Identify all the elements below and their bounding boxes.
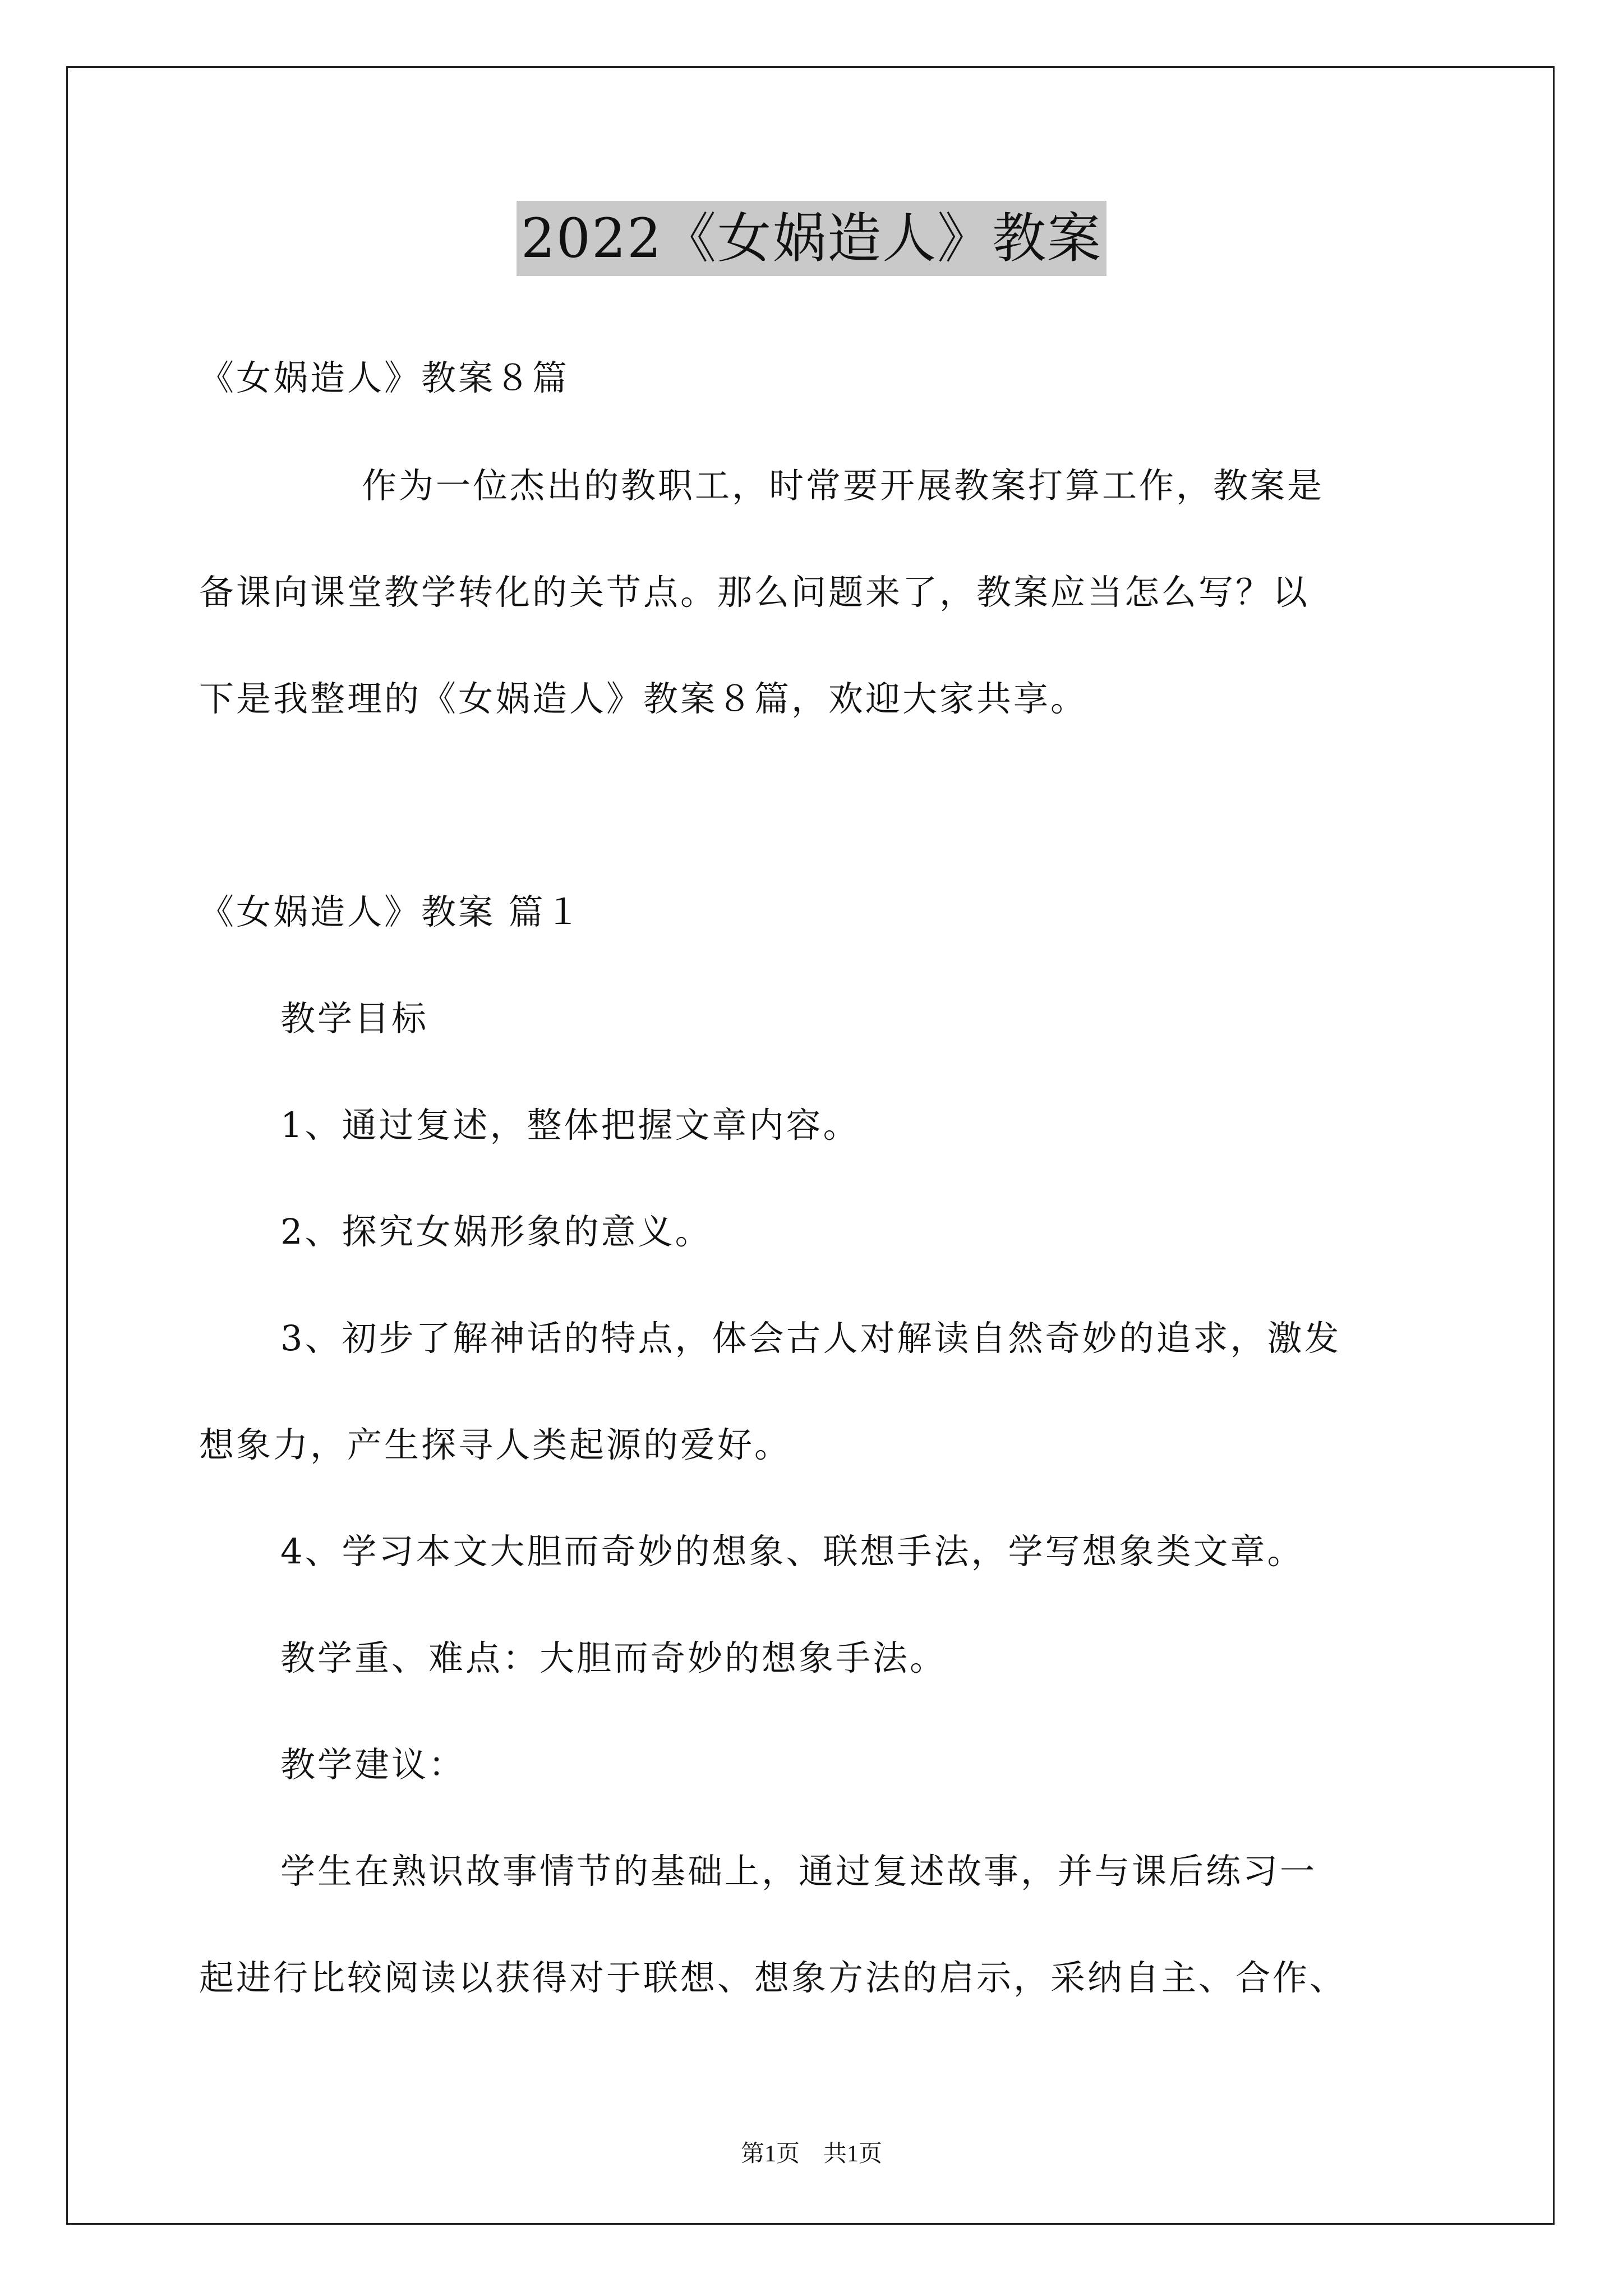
objectives-heading: 教学目标: [280, 998, 429, 1039]
document-title: 2022《女娲造人》教案: [517, 201, 1106, 276]
title-container: [0, 201, 1623, 276]
objective-item-3-cont: 想象力，产生探寻人类起源的爱好。: [199, 1424, 792, 1465]
intro-line-3: 下是我整理的《女娲造人》教案８篇，欢迎大家共享。: [199, 678, 1088, 719]
intro-line-1: 作为一位杰出的教职工，时常要开展教案打算工作，教案是: [362, 465, 1325, 506]
objective-item-4: 4、学习本文大胆而奇妙的想象、联想手法，学写想象类文章。: [280, 1531, 1304, 1572]
document-subtitle: 《女娲造人》教案８篇: [199, 357, 570, 398]
objective-item-2: 2、探究女娲形象的意义。: [280, 1211, 712, 1252]
section-heading: 《女娲造人》教案 篇１: [199, 891, 583, 932]
suggestion-line-2: 起进行比较阅读以获得对于联想、想象方法的启示，采纳自主、合作、: [199, 1957, 1347, 1998]
suggestion-heading: 教学建议：: [280, 1744, 466, 1785]
intro-line-2: 备课向课堂教学转化的关节点。那么问题来了，教案应当怎么写？以: [199, 572, 1310, 613]
key-points: 教学重、难点：大胆而奇妙的想象手法。: [280, 1637, 947, 1678]
objective-item-1: 1、通过复述，整体把握文章内容。: [280, 1105, 860, 1145]
objective-item-3: 3、初步了解神话的特点，体会古人对解读自然奇妙的追求，激发: [280, 1318, 1341, 1359]
page-footer: 第1页 共1页: [740, 2141, 882, 2167]
suggestion-line-1: 学生在熟识故事情节的基础上，通过复述故事，并与课后练习一: [280, 1851, 1317, 1892]
